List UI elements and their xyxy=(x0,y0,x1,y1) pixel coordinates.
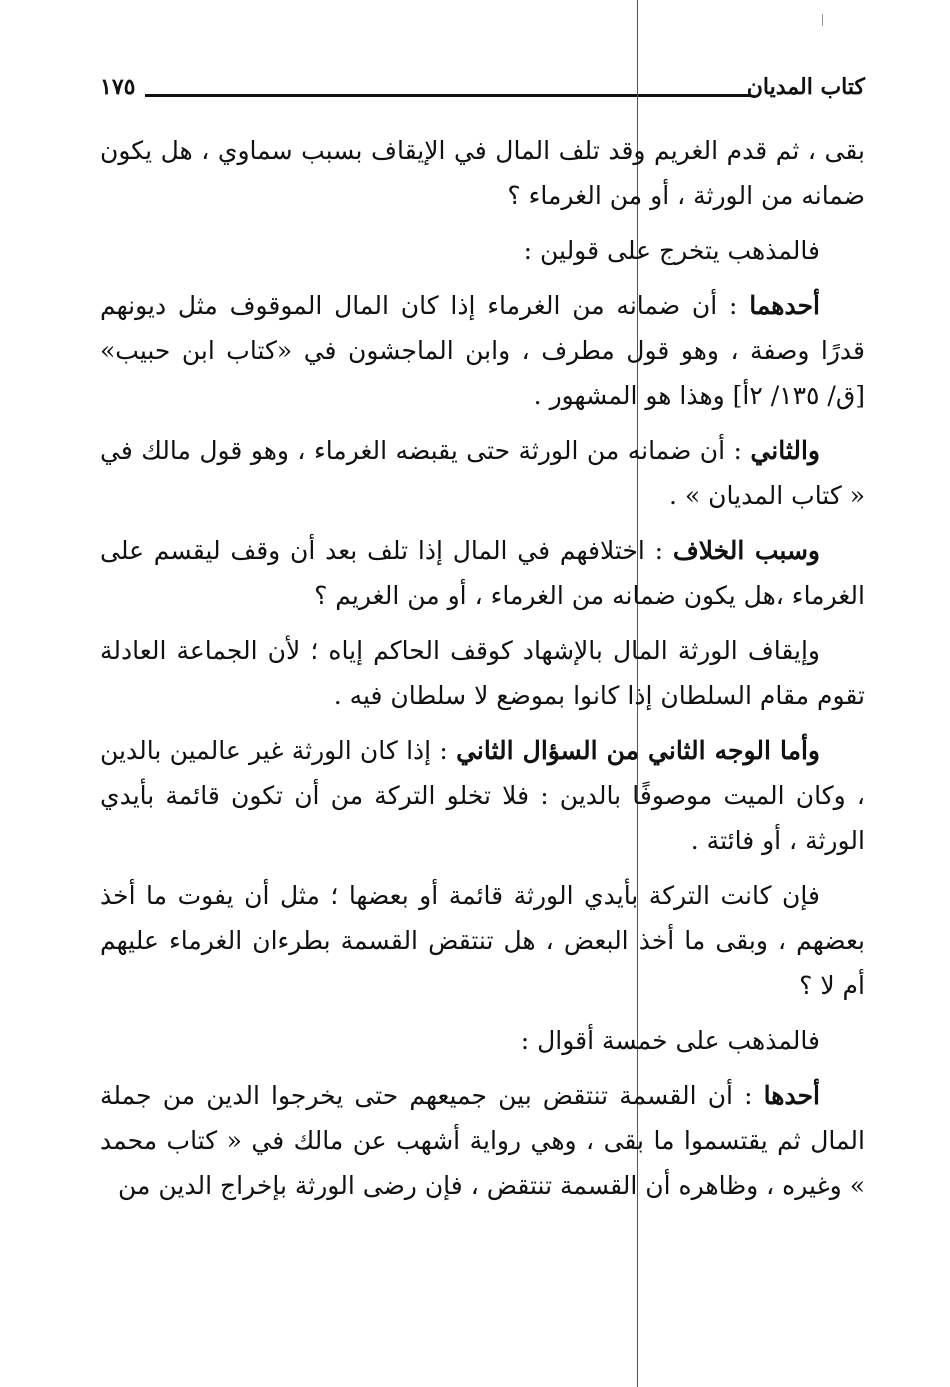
paragraph-text: : أن ضمانه من الورثة حتى يقبضه الغرماء ، وهو قول مالك في « كتاب المديان » . xyxy=(100,436,865,510)
paragraph-lead: أحدها xyxy=(763,1081,820,1110)
paragraph-text: وإيقاف الورثة المال بالإشهاد كوقف الحاكم إياه ؛ لأن الجماعة العادلة تقوم مقام السلطان إذا كانوا بموضع لا سلطان فيه . xyxy=(100,636,865,710)
paragraph-8 xyxy=(100,873,865,1008)
book-title: كتاب المديان xyxy=(746,74,865,100)
running-header xyxy=(100,70,865,110)
paragraph-9 xyxy=(100,1018,865,1063)
paragraph-text: فالمذهب يتخرج على قولين : xyxy=(523,236,820,265)
paragraph-lead: وأما الوجه الثاني من السؤال الثاني xyxy=(456,736,820,765)
paragraph-text: : اختلافهم في المال إذا تلف بعد أن وقف ليقسم على الغرماء ،هل يكون ضمانه من الغرماء ، أو من الغريم ؟ xyxy=(100,536,865,610)
paragraph-text: : أن القسمة تنتقض بين جميعهم حتى يخرجوا الدين من جملة المال ثم يقتسموا ما بقى ، وهي رواية أشهب عن مالك في « كتاب محمد » وغيره ، وظاهره أن القسمة تنتقض ، فإن رضى الورثة بإخراج الدين من xyxy=(100,1081,865,1200)
paragraph-text: فإن كانت التركة بأيدي الورثة قائمة أو بعضها ؛ مثل أن يفوت ما أخذ بعضهم ، وبقى ما أخذ البعض ، هل تنتقض القسمة بطرءان الغرماء عليهم أم لا ؟ xyxy=(100,881,865,1000)
paragraph-6 xyxy=(100,628,865,718)
paragraph-text: : أن ضمانه من الغرماء إذا كان المال الموقوف مثل ديونهم قدرًا وصفة ، وهو قول مطرف ، وابن الماجشون في «كتاب ابن حبيب» [ق/ ١٣٥/ ٢أ] وهذا هو المشهور . xyxy=(100,291,865,410)
paragraph-1 xyxy=(100,128,865,218)
page-number: ١٧٥ xyxy=(100,74,136,100)
paragraph-2 xyxy=(100,228,865,273)
paragraph-text: فالمذهب على خمسة أقوال : xyxy=(520,1026,820,1055)
paragraph-7 xyxy=(100,728,865,863)
paragraph-lead: والثاني xyxy=(750,436,820,465)
body-text xyxy=(100,128,865,1218)
paragraph-lead: وسبب الخلاف xyxy=(672,536,820,565)
paragraph-4 xyxy=(100,428,865,518)
paragraph-10 xyxy=(100,1073,865,1208)
paragraph-text: بقى ، ثم قدم الغريم وقد تلف المال في الإيقاف بسبب سماوي ، هل يكون ضمانه من الورثة ، أو من الغرماء ؟ xyxy=(100,136,865,210)
scan-mark xyxy=(822,14,823,26)
paragraph-3 xyxy=(100,283,865,418)
paragraph-5 xyxy=(100,528,865,618)
paragraph-lead: أحدهما xyxy=(749,291,820,320)
paragraph-text: : إذا كان الورثة غير عالمين بالدين ، وكان الميت موصوفًا بالدين : فلا تخلو التركة من أن تكون قائمة بأيدي الورثة ، أو فائتة . xyxy=(100,736,865,855)
header-rule xyxy=(145,94,750,97)
